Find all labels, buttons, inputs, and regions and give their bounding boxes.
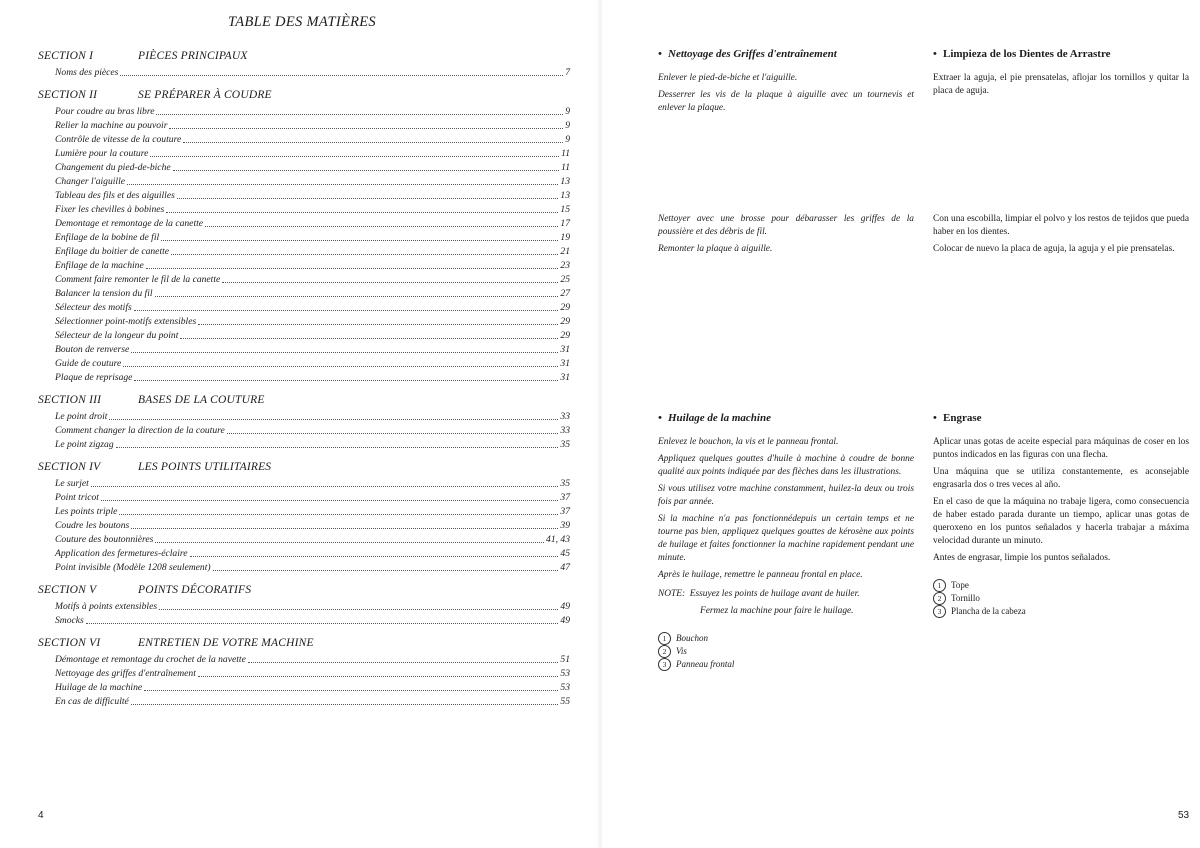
toc-leader-dots — [150, 147, 559, 157]
right-page — [600, 0, 1200, 848]
toc-entry — [55, 614, 570, 628]
toc-entry — [55, 519, 570, 533]
toc-entry-page: 9 — [565, 120, 570, 131]
toc-entry-page: 33 — [560, 425, 570, 436]
toc-entry-text: Comment changer la direction de la couture — [55, 425, 225, 436]
toc-entry-page: 29 — [560, 316, 570, 327]
toc-section-title: ENTRETIEN DE VOTRE MACHINE — [138, 637, 314, 649]
toc-leader-dots — [144, 681, 558, 691]
toc-leader-dots — [222, 273, 558, 283]
toc-leader-dots — [177, 189, 559, 199]
legend-item: 3 Plancha de la cabeza — [933, 605, 1189, 618]
toc-entry-text: Sélecteur de la longeur du point — [55, 330, 179, 341]
toc-leader-dots — [134, 371, 558, 381]
toc-section-title: SE PRÉPARER À COUDRE — [138, 89, 272, 101]
toc-entry — [55, 133, 570, 147]
toc-entry-page: 19 — [560, 232, 570, 243]
circled-number-icon: 3 — [933, 605, 946, 618]
toc-leader-dots — [134, 301, 559, 311]
toc-section-label: SECTION II — [38, 89, 98, 101]
legend-item: 1 Bouchon — [658, 632, 914, 645]
toc-entry-page: 31 — [560, 372, 570, 383]
toc-entry — [55, 66, 570, 80]
toc-section-title: LES POINTS UTILITAIRES — [138, 461, 272, 473]
toc-entry-page: 45 — [560, 548, 570, 559]
toc-entry-text: Fixer les chevilles à bobines — [55, 204, 165, 215]
toc-entry — [55, 547, 570, 561]
toc-entry — [55, 357, 570, 371]
toc-entry — [55, 329, 570, 343]
toc-entry-text: Bouton de renverse — [55, 344, 130, 355]
toc-leader-dots — [156, 105, 563, 115]
toc-entry-page: 37 — [560, 492, 570, 503]
toc-entry-page: 13 — [560, 176, 570, 187]
toc-entry-page: 39 — [560, 520, 570, 531]
toc-leader-dots — [101, 491, 558, 501]
toc-entry-text: Démontage et remontage du crochet de la navette — [55, 654, 246, 665]
cleaning-es-para: Colocar de nuevo la placa de aguja, la aguja y el pie prensatelas. — [933, 244, 1175, 254]
toc-section-heading — [38, 635, 570, 651]
oiling-es — [933, 410, 1189, 618]
toc-entry-text: Le point zigzag — [55, 439, 114, 450]
toc-entry-text: Comment faire remonter le fil de la canette — [55, 274, 221, 285]
toc-entry — [55, 119, 570, 133]
cleaning-fr-para: Remonter la plaque à aiguille. — [658, 244, 773, 254]
toc-entry-list — [55, 410, 570, 452]
toc-section-heading — [38, 48, 570, 64]
toc-entry-page: 49 — [560, 601, 570, 612]
toc-section-heading — [38, 87, 570, 103]
toc-entry-text: Smocks — [55, 615, 84, 626]
oiling-es-heading: • Engrase — [933, 412, 982, 424]
oiling-fr-para: Si vous utilisez votre machine constamment, huilez-la deux ou trois fois par année. — [658, 484, 914, 507]
toc-section-label: SECTION III — [38, 394, 102, 406]
toc-entry-text: Couture des boutonnières — [55, 534, 154, 545]
toc-entry — [55, 161, 570, 175]
toc-entry-page: 33 — [560, 411, 570, 422]
toc-entry-text: Motifs à points extensibles — [55, 601, 158, 612]
toc-section-label: SECTION I — [38, 50, 94, 62]
note-label: NOTE: — [658, 589, 686, 599]
toc-entry — [55, 147, 570, 161]
toc-leader-dots — [155, 287, 559, 297]
toc-entry — [55, 189, 570, 203]
toc-section-label: SECTION VI — [38, 637, 101, 649]
oiling-fr-note — [658, 588, 914, 601]
toc-leader-dots — [155, 533, 544, 543]
toc-entry — [55, 273, 570, 287]
toc-entry-text: Point tricot — [55, 492, 99, 503]
toc-entry — [55, 410, 570, 424]
toc-entry-page: 35 — [560, 439, 570, 450]
toc-entry-text: Huilage de la machine — [55, 682, 143, 693]
toc-entry-page: 21 — [560, 246, 570, 257]
toc-entry-page: 29 — [560, 302, 570, 313]
cleaning-es-para: Extraer la aguja, el pie prensatelas, aflojar los tornillos y quitar la placa de aguja. — [933, 73, 1189, 96]
legend-item: 2 Vis — [658, 645, 914, 658]
toc-entry-page: 29 — [560, 330, 570, 341]
toc-entry-text: Nettoyage des griffes d'entraînement — [55, 668, 196, 679]
toc-entry-text: Demontage et remontage de la canette — [55, 218, 204, 229]
toc-leader-dots — [161, 231, 558, 241]
circled-number-icon: 2 — [658, 645, 671, 658]
toc-entry — [55, 695, 570, 709]
oiling-fr-heading: • Huilage de la machine — [658, 412, 771, 424]
toc-leader-dots — [109, 410, 558, 420]
toc-entry-text: Application des fermetures-éclaire — [55, 548, 188, 559]
toc-entry-text: Sélecteur des motifs — [55, 302, 132, 313]
toc-leader-dots — [127, 175, 558, 185]
toc-leader-dots — [131, 695, 559, 705]
toc-section-title: BASES DE LA COUTURE — [138, 394, 265, 406]
oiling-es-para: Antes de engrasar, limpie los puntos señalados. — [933, 553, 1111, 563]
toc-entry-list — [55, 66, 570, 80]
toc-entry — [55, 175, 570, 189]
toc-entry — [55, 438, 570, 452]
toc-entry — [55, 259, 570, 273]
note-line-1: Essuyez les points de huilage avant de huiler. — [689, 589, 860, 599]
circled-number-icon: 3 — [658, 658, 671, 671]
table-of-contents — [38, 48, 570, 709]
toc-leader-dots — [227, 424, 559, 434]
toc-entry-page: 17 — [560, 218, 570, 229]
legend-item: 2 Tornillo — [933, 592, 1189, 605]
toc-leader-dots — [159, 600, 558, 610]
toc-entry-page: 11 — [561, 162, 570, 173]
cleaning-es-bottom — [933, 213, 1189, 260]
toc-entry-text: Enfilage de la machine — [55, 260, 144, 271]
toc-entry-page: 31 — [560, 358, 570, 369]
toc-entry-page: 11 — [561, 148, 570, 159]
toc-entry — [55, 287, 570, 301]
toc-entry-page: 53 — [560, 682, 570, 693]
toc-entry — [55, 343, 570, 357]
toc-section-label: SECTION IV — [38, 461, 101, 473]
toc-leader-dots — [198, 315, 558, 325]
toc-entry-text: Coudre les boutons — [55, 520, 130, 531]
oiling-fr-para: Enlevez le bouchon, la vis et le panneau frontal. — [658, 437, 839, 447]
toc-leader-dots — [120, 66, 563, 76]
toc-leader-dots — [131, 519, 558, 529]
toc-entry-text: Guide de couture — [55, 358, 122, 369]
toc-entry-page: 37 — [560, 506, 570, 517]
toc-leader-dots — [183, 133, 563, 143]
oiling-es-legend — [933, 579, 1189, 618]
toc-entry-text: Enfilage de la bobine de fil — [55, 232, 160, 243]
toc-entry-text: Enfilage du boitier de canette — [55, 246, 170, 257]
oiling-fr-legend — [658, 632, 914, 671]
toc-entry-page: 23 — [560, 260, 570, 271]
toc-entry-page: 47 — [560, 562, 570, 573]
circled-number-icon: 1 — [658, 632, 671, 645]
cleaning-fr — [658, 46, 914, 119]
toc-entry — [55, 561, 570, 575]
toc-section-heading — [38, 582, 570, 598]
toc-leader-dots — [213, 561, 559, 571]
toc-entry — [55, 667, 570, 681]
bullet-icon: • — [933, 412, 937, 424]
toc-entry-text: Le surjet — [55, 478, 89, 489]
oiling-fr-note-2: Fermez la machine pour faire le huilage. — [700, 606, 854, 616]
toc-entry-page: 53 — [560, 668, 570, 679]
oiling-es-para: En el caso de que la máquina no trabaje ligera, como consecuencia de haber estado parada durante un tiempo, aplicar unas gotas de queroxeno en los puntos señalados y hacerla trabajar a máxima velocidad durante un minuto. — [933, 497, 1189, 546]
toc-entry-page: 13 — [560, 190, 570, 201]
toc-entry-text: Tableau des fils et des aiguilles — [55, 190, 175, 201]
cleaning-fr-para: Nettoyer avec une brosse pour débarasser les griffes de la poussière et des débris de fil. — [658, 214, 914, 237]
toc-entry-page: 55 — [560, 696, 570, 707]
toc-entry-page: 51 — [560, 654, 570, 665]
toc-leader-dots — [171, 245, 558, 255]
toc-entry — [55, 681, 570, 695]
toc-leader-dots — [173, 161, 559, 171]
oiling-fr — [658, 410, 914, 671]
toc-entry-page: 31 — [560, 344, 570, 355]
toc-title: TABLE DES MATIÈRES — [228, 14, 376, 30]
toc-leader-dots — [205, 217, 558, 227]
toc-section-title: POINTS DÉCORATIFS — [138, 584, 252, 596]
toc-leader-dots — [86, 614, 559, 624]
toc-leader-dots — [198, 667, 559, 677]
toc-entry-page: 25 — [560, 274, 570, 285]
toc-leader-dots — [169, 119, 563, 129]
cleaning-fr-bottom — [658, 213, 914, 260]
toc-entry — [55, 301, 570, 315]
toc-entry — [55, 231, 570, 245]
toc-entry-text: Plaque de reprisage — [55, 372, 133, 383]
toc-entry — [55, 217, 570, 231]
bullet-icon: • — [658, 48, 662, 60]
legend-item: 1 Tope — [933, 579, 1189, 592]
oiling-es-para: Aplicar unas gotas de aceite especial para máquinas de coser en los puntos indicados en las figuras con una flecha. — [933, 437, 1189, 460]
toc-entry-text: Contrôle de vitesse de la couture — [55, 134, 182, 145]
toc-leader-dots — [116, 438, 559, 448]
cleaning-es — [933, 46, 1189, 102]
toc-entry-list — [55, 653, 570, 709]
toc-entry-page: 41, 43 — [546, 534, 570, 545]
toc-entry-text: Pour coudre au bras libre — [55, 106, 155, 117]
oiling-fr-para: Après le huilage, remettre le panneau frontal en place. — [658, 570, 863, 580]
cleaning-fr-para: Enlever le pied-de-biche et l'aiguille. — [658, 73, 798, 83]
toc-section-heading — [38, 392, 570, 408]
toc-leader-dots — [123, 357, 558, 367]
toc-entry-list — [55, 105, 570, 385]
toc-entry-text: Point invisible (Modèle 1208 seulement) — [55, 562, 211, 573]
toc-entry-page: 9 — [565, 134, 570, 145]
cleaning-fr-heading: • Nettoyage des Griffes d'entraînement — [658, 48, 837, 60]
toc-entry-page: 15 — [560, 204, 570, 215]
circled-number-icon: 1 — [933, 579, 946, 592]
toc-entry-text: Balancer la tension du fil — [55, 288, 153, 299]
cleaning-es-heading: • Limpieza de los Dientes de Arrastre — [933, 48, 1111, 60]
cleaning-es-para: Con una escobilla, limpiar el polvo y los restos de tejidos que pueda haber en los dientes. — [933, 214, 1189, 237]
toc-entry — [55, 600, 570, 614]
toc-entry-text: En cas de difficulté — [55, 696, 129, 707]
toc-entry-page: 7 — [565, 67, 570, 78]
toc-entry-list — [55, 477, 570, 575]
toc-entry-page: 9 — [565, 106, 570, 117]
toc-entry-text: Noms des pièces — [55, 67, 119, 78]
toc-leader-dots — [146, 259, 559, 269]
oiling-fr-para: Appliquez quelques gouttes d'huile à machine à coudre de bonne qualité aux points indiquée par des flèches dans les illustrations. — [658, 454, 914, 477]
oiling-es-para: Una máquina que se utiliza constantemente, es aconsejable engrasarla dos o tres veces al año. — [933, 467, 1189, 490]
toc-entry-text: Sélectionner point-motifs extensibles — [55, 316, 197, 327]
toc-entry — [55, 491, 570, 505]
toc-leader-dots — [166, 203, 558, 213]
oiling-fr-para: Si la machine n'a pas fonctionnédepuis un certain temps et ne tourne pas bien, appliquez quelques gouttes de kérosène aux points de huilage et faites fonctionner la machine rapidement pendant une minute. — [658, 514, 914, 563]
cleaning-fr-para: Desserrer les vis de la plaque à aiguille avec un tournevis et enlever la plaque. — [658, 90, 914, 113]
toc-entry-page: 49 — [560, 615, 570, 626]
toc-leader-dots — [190, 547, 559, 557]
toc-entry-text: Le point droit — [55, 411, 108, 422]
circled-number-icon: 2 — [933, 592, 946, 605]
toc-entry — [55, 203, 570, 217]
toc-section-heading — [38, 459, 570, 475]
toc-entry — [55, 505, 570, 519]
toc-entry — [55, 245, 570, 259]
toc-entry — [55, 371, 570, 385]
toc-leader-dots — [180, 329, 558, 339]
legend-item: 3 Panneau frontal — [658, 658, 914, 671]
bullet-icon: • — [933, 48, 937, 60]
toc-entry-text: Les points triple — [55, 506, 118, 517]
page-number-right: 53 — [1178, 810, 1190, 821]
toc-section-label: SECTION V — [38, 584, 97, 596]
toc-leader-dots — [248, 653, 559, 663]
page-number-left: 4 — [38, 810, 44, 821]
toc-entry-text: Changement du pied-de-biche — [55, 162, 171, 173]
toc-leader-dots — [91, 477, 559, 487]
toc-section-title: PIÈCES PRINCIPAUX — [138, 50, 248, 62]
toc-entry-text: Relier la machine au pouvoir — [55, 120, 168, 131]
toc-entry-page: 35 — [560, 478, 570, 489]
toc-entry — [55, 477, 570, 491]
toc-leader-dots — [119, 505, 558, 515]
bullet-icon: • — [658, 412, 662, 424]
toc-entry-page: 27 — [560, 288, 570, 299]
toc-entry — [55, 424, 570, 438]
toc-entry-text: Changer l'aiguille — [55, 176, 126, 187]
toc-entry — [55, 653, 570, 667]
toc-leader-dots — [131, 343, 558, 353]
toc-entry-list — [55, 600, 570, 628]
toc-entry — [55, 105, 570, 119]
toc-entry — [55, 315, 570, 329]
toc-entry — [55, 533, 570, 547]
toc-entry-text: Lumière pour la couture — [55, 148, 149, 159]
